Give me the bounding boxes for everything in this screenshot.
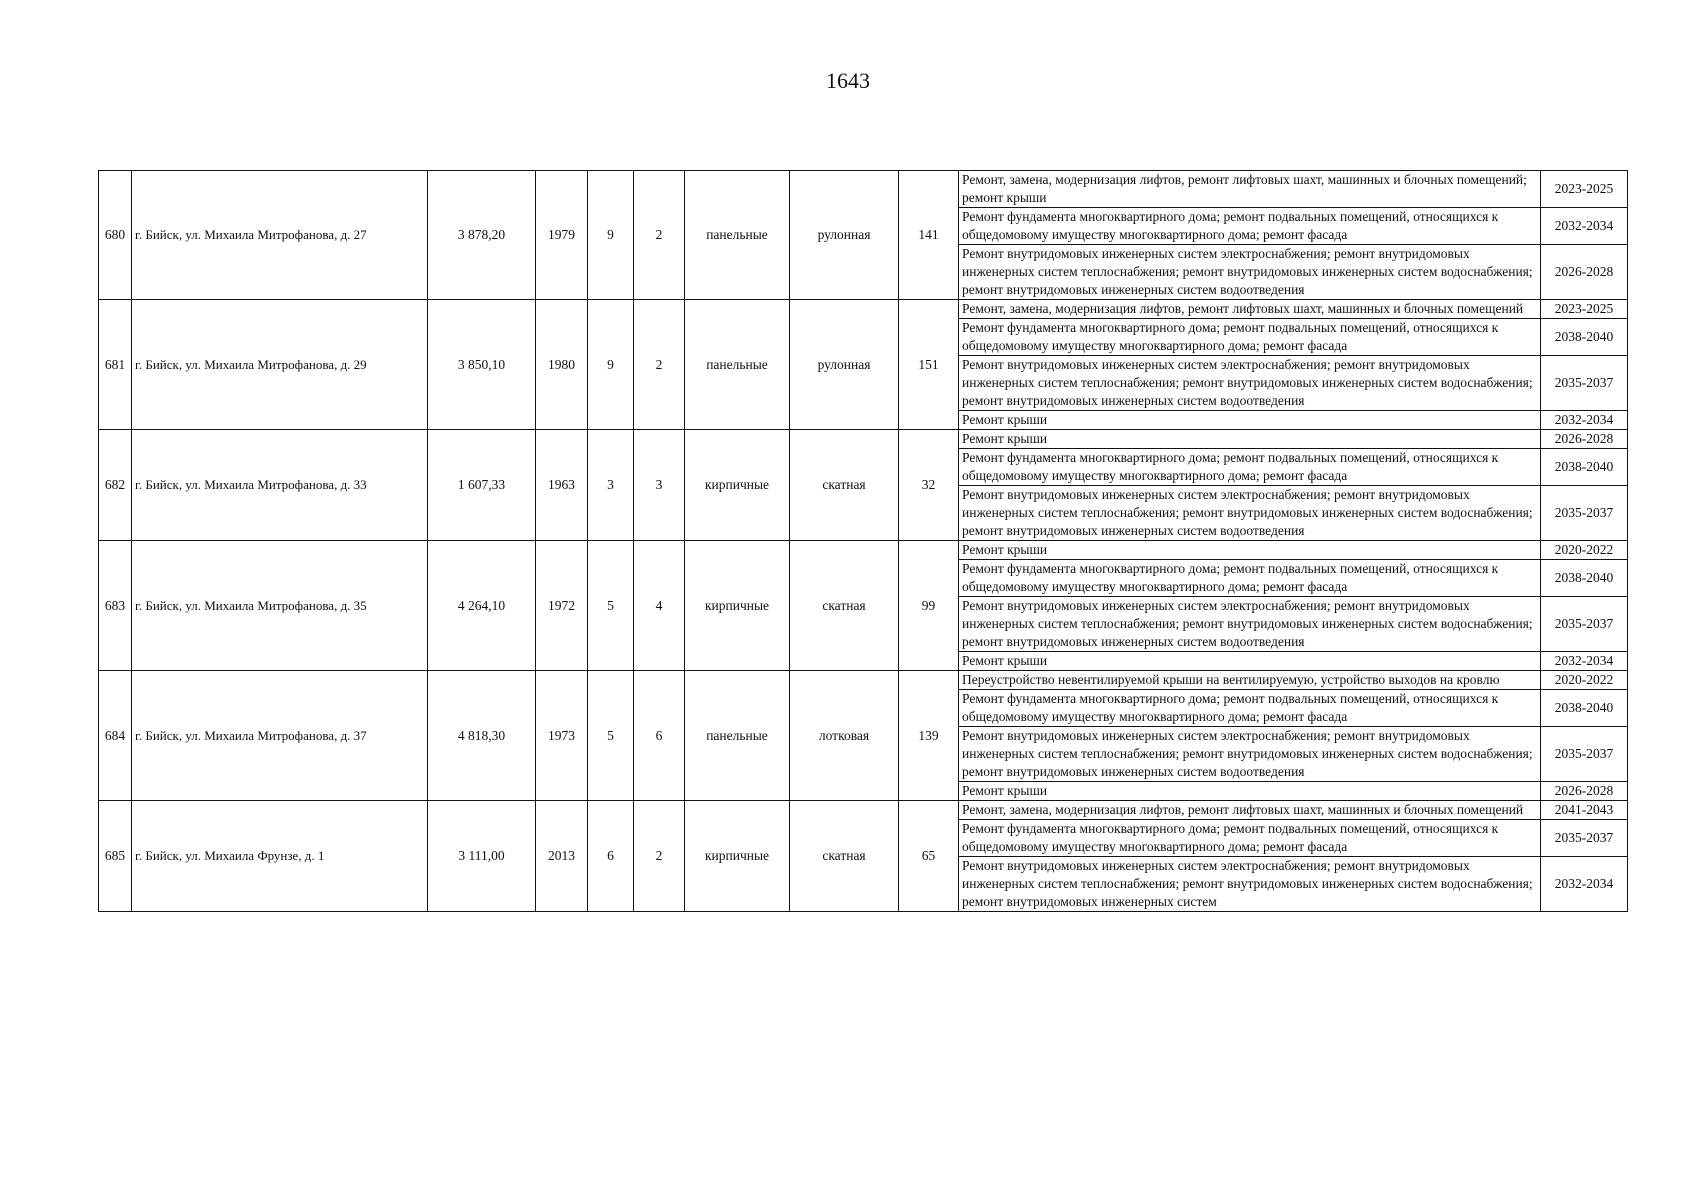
work-period-cell: 2023-2025 bbox=[1541, 300, 1628, 319]
wall-material-cell: кирпичные bbox=[685, 541, 790, 671]
work-description-cell: Ремонт, замена, модернизация лифтов, ремонт лифтовых шахт, машинных и блочных помещений; ремонт крыши bbox=[959, 171, 1541, 208]
roof-type-cell: скатная bbox=[790, 801, 899, 912]
work-description-cell: Ремонт фундамента многоквартирного дома; ремонт подвальных помещений, относящихся к общедомовому имуществу многоквартирного дома; ремонт фасада bbox=[959, 449, 1541, 486]
work-description-cell: Ремонт фундамента многоквартирного дома; ремонт подвальных помещений, относящихся к общедомовому имуществу многоквартирного дома; ремонт фасада bbox=[959, 820, 1541, 857]
address-cell: г. Бийск, ул. Михаила Митрофанова, д. 37 bbox=[132, 671, 428, 801]
residents-cell: 151 bbox=[899, 300, 959, 430]
work-description-cell: Ремонт внутридомовых инженерных систем электроснабжения; ремонт внутридомовых инженерных систем теплоснабжения; ремонт внутридомовых инженерных систем водоснабжения; ремонт внутридомовых инженерных систем водоотведения bbox=[959, 486, 1541, 541]
work-period-cell: 2026-2028 bbox=[1541, 430, 1628, 449]
wall-material-cell: кирпичные bbox=[685, 801, 790, 912]
residents-cell: 141 bbox=[899, 171, 959, 300]
work-period-cell: 2041-2043 bbox=[1541, 801, 1628, 820]
work-description-cell: Переустройство невентилируемой крыши на вентилируемую, устройство выходов на кровлю bbox=[959, 671, 1541, 690]
year-cell: 1963 bbox=[536, 430, 588, 541]
work-description-cell: Ремонт крыши bbox=[959, 652, 1541, 671]
work-period-cell: 2038-2040 bbox=[1541, 319, 1628, 356]
roof-type-cell: скатная bbox=[790, 430, 899, 541]
row-number: 685 bbox=[99, 801, 132, 912]
wall-material-cell: панельные bbox=[685, 300, 790, 430]
floors-cell: 5 bbox=[588, 671, 634, 801]
row-number: 680 bbox=[99, 171, 132, 300]
work-period-cell: 2020-2022 bbox=[1541, 541, 1628, 560]
address-cell: г. Бийск, ул. Михаила Митрофанова, д. 27 bbox=[132, 171, 428, 300]
residents-cell: 65 bbox=[899, 801, 959, 912]
work-period-cell: 2026-2028 bbox=[1541, 245, 1628, 300]
work-description-cell: Ремонт крыши bbox=[959, 541, 1541, 560]
residents-cell: 32 bbox=[899, 430, 959, 541]
work-description-cell: Ремонт крыши bbox=[959, 430, 1541, 449]
area-cell: 4 264,10 bbox=[428, 541, 536, 671]
work-period-cell: 2035-2037 bbox=[1541, 356, 1628, 411]
address-cell: г. Бийск, ул. Михаила Митрофанова, д. 33 bbox=[132, 430, 428, 541]
work-period-cell: 2035-2037 bbox=[1541, 820, 1628, 857]
work-period-cell: 2038-2040 bbox=[1541, 449, 1628, 486]
floors-cell: 6 bbox=[588, 801, 634, 912]
area-cell: 4 818,30 bbox=[428, 671, 536, 801]
entrances-cell: 3 bbox=[634, 430, 685, 541]
work-description-cell: Ремонт, замена, модернизация лифтов, ремонт лифтовых шахт, машинных и блочных помещений bbox=[959, 300, 1541, 319]
work-period-cell: 2020-2022 bbox=[1541, 671, 1628, 690]
row-number: 683 bbox=[99, 541, 132, 671]
entrances-cell: 2 bbox=[634, 300, 685, 430]
work-period-cell: 2032-2034 bbox=[1541, 208, 1628, 245]
address-cell: г. Бийск, ул. Михаила Фрунзе, д. 1 bbox=[132, 801, 428, 912]
work-description-cell: Ремонт фундамента многоквартирного дома; ремонт подвальных помещений, относящихся к общедомовому имуществу многоквартирного дома; ремонт фасада bbox=[959, 208, 1541, 245]
area-cell: 1 607,33 bbox=[428, 430, 536, 541]
entrances-cell: 6 bbox=[634, 671, 685, 801]
area-cell: 3 878,20 bbox=[428, 171, 536, 300]
area-cell: 3 111,00 bbox=[428, 801, 536, 912]
year-cell: 1973 bbox=[536, 671, 588, 801]
floors-cell: 9 bbox=[588, 171, 634, 300]
work-description-cell: Ремонт крыши bbox=[959, 411, 1541, 430]
wall-material-cell: панельные bbox=[685, 171, 790, 300]
work-period-cell: 2026-2028 bbox=[1541, 782, 1628, 801]
work-period-cell: 2038-2040 bbox=[1541, 560, 1628, 597]
work-description-cell: Ремонт фундамента многоквартирного дома; ремонт подвальных помещений, относящихся к общедомовому имуществу многоквартирного дома; ремонт фасада bbox=[959, 560, 1541, 597]
year-cell: 1979 bbox=[536, 171, 588, 300]
table-row bbox=[99, 430, 1628, 449]
roof-type-cell: лотковая bbox=[790, 671, 899, 801]
work-period-cell: 2032-2034 bbox=[1541, 411, 1628, 430]
work-description-cell: Ремонт внутридомовых инженерных систем электроснабжения; ремонт внутридомовых инженерных систем теплоснабжения; ремонт внутридомовых инженерных систем водоснабжения; ремонт внутридомовых инженерных систем водоотведения bbox=[959, 356, 1541, 411]
table-row bbox=[99, 801, 1628, 820]
table-row bbox=[99, 671, 1628, 690]
table-body bbox=[99, 171, 1628, 912]
roof-type-cell: скатная bbox=[790, 541, 899, 671]
table-row bbox=[99, 171, 1628, 208]
work-description-cell: Ремонт, замена, модернизация лифтов, ремонт лифтовых шахт, машинных и блочных помещений bbox=[959, 801, 1541, 820]
row-number: 681 bbox=[99, 300, 132, 430]
roof-type-cell: рулонная bbox=[790, 171, 899, 300]
work-description-cell: Ремонт фундамента многоквартирного дома; ремонт подвальных помещений, относящихся к общедомовому имуществу многоквартирного дома; ремонт фасада bbox=[959, 319, 1541, 356]
work-description-cell: Ремонт внутридомовых инженерных систем электроснабжения; ремонт внутридомовых инженерных систем теплоснабжения; ремонт внутридомовых инженерных систем водоснабжения; ремонт внутридомовых инженерных систем bbox=[959, 857, 1541, 912]
work-description-cell: Ремонт внутридомовых инженерных систем электроснабжения; ремонт внутридомовых инженерных систем теплоснабжения; ремонт внутридомовых инженерных систем водоснабжения; ремонт внутридомовых инженерных систем водоотведения bbox=[959, 245, 1541, 300]
work-period-cell: 2032-2034 bbox=[1541, 857, 1628, 912]
housing-repair-table bbox=[98, 170, 1628, 912]
entrances-cell: 4 bbox=[634, 541, 685, 671]
work-period-cell: 2038-2040 bbox=[1541, 690, 1628, 727]
row-number: 682 bbox=[99, 430, 132, 541]
floors-cell: 9 bbox=[588, 300, 634, 430]
address-cell: г. Бийск, ул. Михаила Митрофанова, д. 35 bbox=[132, 541, 428, 671]
entrances-cell: 2 bbox=[634, 801, 685, 912]
year-cell: 1980 bbox=[536, 300, 588, 430]
page-number: 1643 bbox=[826, 68, 870, 93]
entrances-cell: 2 bbox=[634, 171, 685, 300]
work-description-cell: Ремонт фундамента многоквартирного дома; ремонт подвальных помещений, относящихся к общедомовому имуществу многоквартирного дома; ремонт фасада bbox=[959, 690, 1541, 727]
work-period-cell: 2035-2037 bbox=[1541, 486, 1628, 541]
year-cell: 1972 bbox=[536, 541, 588, 671]
work-period-cell: 2035-2037 bbox=[1541, 597, 1628, 652]
area-cell: 3 850,10 bbox=[428, 300, 536, 430]
work-description-cell: Ремонт внутридомовых инженерных систем электроснабжения; ремонт внутридомовых инженерных систем теплоснабжения; ремонт внутридомовых инженерных систем водоснабжения; ремонт внутридомовых инженерных систем водоотведения bbox=[959, 597, 1541, 652]
row-number: 684 bbox=[99, 671, 132, 801]
residents-cell: 99 bbox=[899, 541, 959, 671]
work-description-cell: Ремонт крыши bbox=[959, 782, 1541, 801]
work-period-cell: 2023-2025 bbox=[1541, 171, 1628, 208]
work-description-cell: Ремонт внутридомовых инженерных систем электроснабжения; ремонт внутридомовых инженерных систем теплоснабжения; ремонт внутридомовых инженерных систем водоснабжения; ремонт внутридомовых инженерных систем водоотведения bbox=[959, 727, 1541, 782]
residents-cell: 139 bbox=[899, 671, 959, 801]
floors-cell: 3 bbox=[588, 430, 634, 541]
roof-type-cell: рулонная bbox=[790, 300, 899, 430]
address-cell: г. Бийск, ул. Михаила Митрофанова, д. 29 bbox=[132, 300, 428, 430]
work-period-cell: 2035-2037 bbox=[1541, 727, 1628, 782]
floors-cell: 5 bbox=[588, 541, 634, 671]
wall-material-cell: панельные bbox=[685, 671, 790, 801]
work-period-cell: 2032-2034 bbox=[1541, 652, 1628, 671]
year-cell: 2013 bbox=[536, 801, 588, 912]
table-row bbox=[99, 541, 1628, 560]
table-row bbox=[99, 300, 1628, 319]
wall-material-cell: кирпичные bbox=[685, 430, 790, 541]
